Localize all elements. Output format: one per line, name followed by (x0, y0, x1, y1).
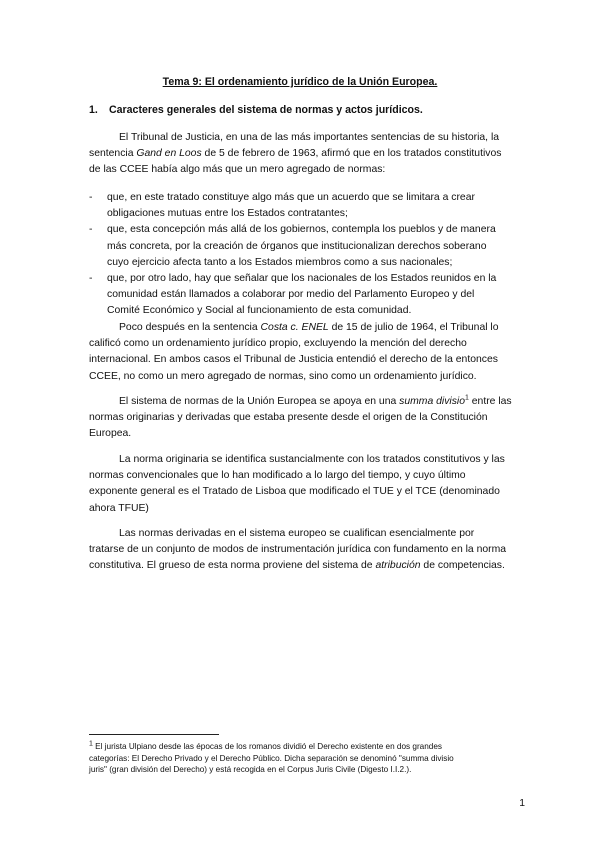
text-line: normas convencionales que lo han modificado a lo largo del tiempo, y cuyo último (89, 470, 466, 482)
text-line: obligaciones mutuas entre los Estados contratantes; (107, 208, 348, 220)
text-line: que, por otro lado, hay que señalar que los nacionales de los Estados reunidos en la (107, 273, 497, 285)
section-heading (89, 104, 423, 116)
text-line: de las CCEE había algo más que un mero agregado de normas: (89, 164, 386, 176)
text-line: tratarse de un conjunto de modos de instrumentación jurídica con fundamento en la norma (89, 544, 507, 556)
text-line: La norma originaria se identifica sustancialmente con los tratados constitutivos y las (119, 454, 505, 465)
text-line: comunidad están llamados a colaborar por medio del Parlamento Europeo y del (107, 289, 475, 301)
bullet-list (89, 190, 519, 320)
text-line: normas originarias y derivadas que estaba presente desde el origen de la Constitución (89, 412, 488, 424)
footnote-mark: 1 (89, 740, 93, 748)
paragraph-1 (89, 130, 519, 179)
text-line: Europea. (89, 428, 132, 440)
list-dash: - (89, 192, 93, 203)
list-item (89, 190, 519, 222)
footnote-line: juris" (gran división del Derecho) y está recogida en el Corpus Juris Civile (Digesto I.I.2.). (89, 765, 412, 774)
text-line: CCEE, no como un mero agregado de normas, sino como un ordenamiento jurídico. (89, 370, 477, 382)
list-dash: - (89, 224, 93, 236)
case-name-gand-en-loos: Gand en Loos (136, 148, 202, 160)
text-line: constitutiva. El grueso de esta norma proviene del sistema de atribución de competencias. (89, 560, 505, 572)
text-line: Poco después en la sentencia Costa c. ENEL de 15 de julio de 1964, el Tribunal lo (119, 322, 499, 333)
text-line: calificó como un ordenamiento jurídico propio, excluyendo la mención del derecho (89, 338, 467, 350)
document-title: Tema 9: El ordenamiento jurídico de la Unión Europea. (162, 76, 438, 88)
summa-divisio-term: summa divisio (399, 396, 465, 407)
text-line: El Tribunal de Justicia, en una de las más importantes sentencias de su historia, la (119, 132, 500, 143)
list-item (89, 222, 519, 271)
paragraph-3 (89, 394, 519, 443)
text-line: sentencia Gand en Loos de 5 de febrero de 1963, afirmó que en los tratados constitutivos (89, 148, 502, 160)
text-line: El sistema de normas de la Unión Europea se apoya en una summa divisio$^1$ entre las (119, 394, 512, 407)
footnote (89, 741, 529, 776)
text-line: más concreta, por la creación de órganos que institucionalizan derechos soberano (107, 240, 487, 252)
page-number: 1 (519, 798, 525, 809)
paragraph-4 (89, 452, 519, 517)
text-line: Comité Económico y Social al funcionamiento de esta comunidad. (107, 305, 412, 317)
footnote-reference[interactable]: 1 (464, 394, 469, 402)
section-heading-text: Caracteres generales del sistema de normas y actos jurídicos. (109, 104, 423, 116)
text-line: Las normas derivadas en el sistema europeo se cualifican esencialmente por (119, 528, 475, 539)
paragraph-2 (89, 320, 519, 385)
text-line: cuyo ejercicio afecta tanto a los Estados miembros como a sus nacionales; (107, 256, 453, 268)
paragraph-5 (89, 526, 519, 575)
section-number: 1. (89, 104, 98, 116)
list-item (89, 271, 519, 320)
footnote-line: $^1$ El jurista Ulpiano desde las épocas de los romanos dividió el Derecho existente en dos grandes (89, 740, 442, 751)
list-dash: - (89, 273, 93, 285)
case-name-costa-enel: Costa c. ENEL (260, 322, 329, 333)
text-line: internacional. En ambos casos el Tribunal de Justicia entendió el derecho de la entonces (89, 354, 498, 366)
text-line: ahora TFUE) (89, 502, 149, 514)
text-line: exponente general es el Tratado de Lisboa que modificado el TUE y el TCE (denominado (89, 486, 500, 498)
footnote-separator (89, 734, 219, 735)
text-line: que, en este tratado constituye algo más que un acuerdo que se limitara a crear (107, 192, 475, 203)
atribucion-term: atribución (375, 560, 421, 572)
text-line: que, esta concepción más allá de los gobiernos, contempla los pueblos y de manera (107, 224, 496, 236)
footnote-line: categorías: El Derecho Privado y el Derecho Público. Dicha separación se denominó "summa divisio (89, 753, 454, 763)
